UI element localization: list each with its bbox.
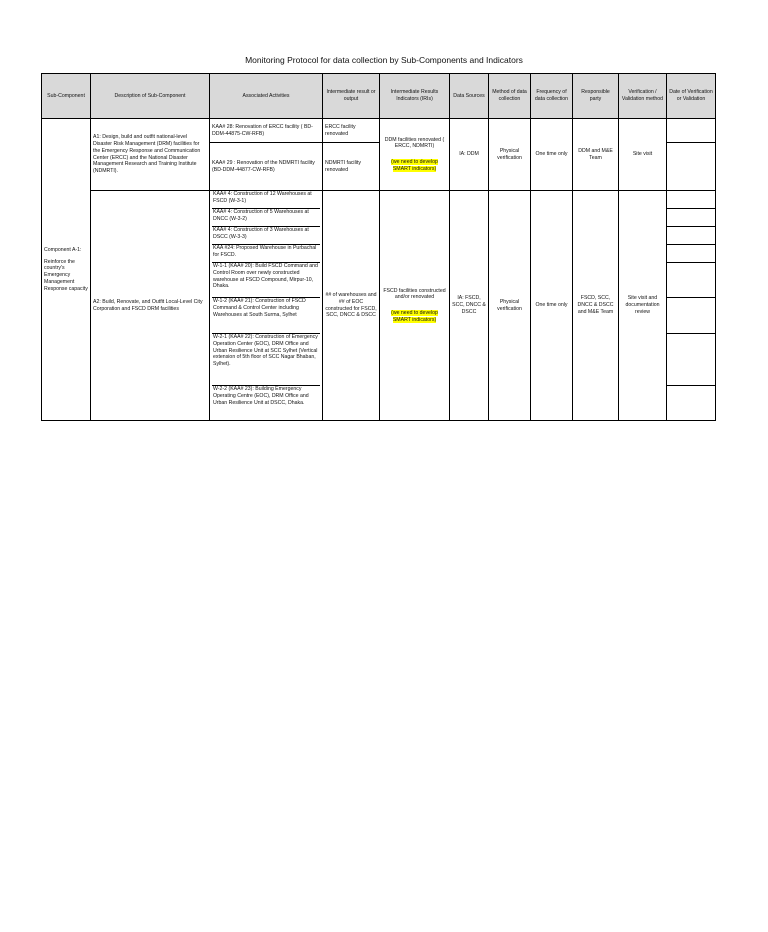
header-intermediate-result: Intermediate result or output <box>323 74 380 119</box>
date-cell[interactable] <box>667 263 715 298</box>
iri-a1-cell <box>380 119 450 191</box>
date-cells-a2 <box>667 191 716 421</box>
date-cell[interactable] <box>667 227 715 245</box>
component-cell <box>42 119 91 421</box>
iri-a2-cell <box>380 191 450 421</box>
table-row <box>42 119 716 143</box>
iri-a1: DDM facilities renovated ( ERCC, NDMRTI) <box>384 136 445 150</box>
method-a1: Physical verification <box>489 119 531 191</box>
activity-kaa-28: KAA# 28: Renovation of ERCC facility ( BD-DDM-44875-CW-RFB) <box>210 119 323 143</box>
method-a2: Physical verification <box>489 191 531 421</box>
iri-a2: FSCD facilities constructed and/or renovated <box>383 287 446 301</box>
description-a1: A1: Design, build and outfit national-level Disaster Risk Management (DRM) facilities for the Emergency Response and Communication Center (ERCC) and the National Disaster Management Research and Training Institute (NDMRTI). <box>91 119 210 191</box>
date-cell[interactable] <box>667 143 716 191</box>
date-cell[interactable] <box>667 119 716 143</box>
activity-item: KAA# 4: Construction of 3 Warehouses at DSCC (W-3-3) <box>212 227 320 245</box>
output-ndmrti: NDMRTI facility renovated <box>323 143 380 191</box>
header-description: Description of Sub-Component <box>91 74 210 119</box>
responsible-a2: FSCD, SCC, DNCC & DSCC and M&E Team <box>573 191 619 421</box>
iri-a1-note: (we need to develop SMART indicators) <box>391 159 438 172</box>
date-cell[interactable] <box>667 298 715 334</box>
header-activities: Associated Activities <box>210 74 323 119</box>
date-cell[interactable] <box>667 191 715 209</box>
activity-item: W-1-2 (KAA# 21): Construction of FSCD Command & Control Center including Warehouses at South Surma, Sylhet <box>212 298 320 334</box>
monitoring-protocol-table <box>41 73 716 421</box>
component-objective: Reinforce the country's Emergency Management Response capacity <box>44 258 88 292</box>
frequency-a1: One time only <box>531 119 573 191</box>
activity-item: KAA# 4: Construction of 12 Warehouses at FSCD (W-3-1) <box>212 191 320 209</box>
activities-a2 <box>210 191 323 421</box>
iri-a2-note: (we need to develop SMART indicators) <box>391 310 438 323</box>
source-a2: IA: FSCD, SCC, DNCC & DSCC <box>450 191 489 421</box>
header-date: Date of Verification or Validation <box>667 74 716 119</box>
header-responsible: Responsible party <box>573 74 619 119</box>
date-cell[interactable] <box>667 245 715 263</box>
verification-a1: Site visit <box>619 119 667 191</box>
frequency-a2: One time only <box>531 191 573 421</box>
header-data-sources: Data Sources <box>450 74 489 119</box>
activity-item: W-1-1 (KAA# 20): Build FSCD Command and Control Room over newly constructed warehouse at FSCD Compound, Mirpur-10, Dhaka. <box>212 263 320 298</box>
header-iri: Intermediate Results Indicators (IRIs) <box>380 74 450 119</box>
header-sub-component: Sub-Component <box>42 74 91 119</box>
header-frequency: Frequency of data collection <box>531 74 573 119</box>
source-a1: IA: DDM <box>450 119 489 191</box>
header-verification: Verification / Validation method <box>619 74 667 119</box>
activity-item: W-2-2 (KAA# 23): Building Emergency Operating Centre (EOC), DRM Office and Urban Resilience Unit at DSCC, Dhaka. <box>213 386 309 406</box>
verification-a2: Site visit and documentation review <box>619 191 667 421</box>
activity-item: KAA #24: Proposed Warehouse in Purbachal for FSCD. <box>212 245 320 263</box>
activity-item: KAA# 4: Construction of 5 Warehouses at DNCC (W-3-2) <box>212 209 320 227</box>
component-name: Component A-1: <box>44 246 82 253</box>
output-ercc: ERCC facility renovated <box>323 119 380 143</box>
activity-item: W-2-1 (KAA# 22): Construction of Emergency Operation Center (EOC), DRM Office and Urban Resilience Unit at SCC Sylhet (Vertical extension of 5th floor of SCC Nagar Bhaban, Sylhet). <box>212 334 320 386</box>
date-cell[interactable] <box>667 209 715 227</box>
date-cell[interactable] <box>667 386 715 420</box>
header-row <box>42 74 716 119</box>
output-a2: ## of warehouses and ## of EOC constructed for FSCD, SCC, DNCC & DSCC <box>323 191 380 421</box>
date-cell[interactable] <box>667 334 715 386</box>
page-title: Monitoring Protocol for data collection by Sub-Components and Indicators <box>245 55 523 65</box>
responsible-a1: DDM and M&E Team <box>573 119 619 191</box>
description-a2: A2: Build, Renovate, and Outfit Local-Level City Corporation and FSCD DRM facilities <box>91 191 210 421</box>
header-method: Method of data collection <box>489 74 531 119</box>
activity-kaa-29: KAA# 29 : Renovation of the NDMRTI facility (BD-DDM-44877-CW-RFB) <box>210 143 323 191</box>
